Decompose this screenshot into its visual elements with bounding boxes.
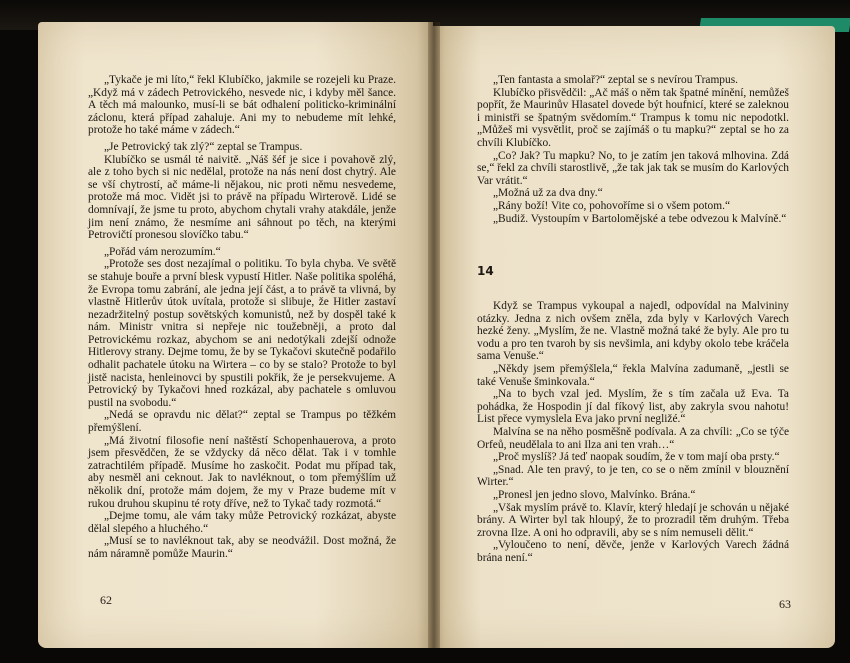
right-page: [433, 26, 835, 648]
paragraph: „Pořád vám nerozumím.“: [104, 245, 221, 258]
left-page: [38, 22, 433, 648]
chapter-number: 14: [477, 264, 494, 278]
paragraph: „Budiž. Vystoupím v Bartolomějské a tebe odvezou k Malvíně.“: [493, 212, 787, 225]
paragraph: „Na to bych vzal jed. Myslím, že s tím začala už Eva. Ta pohádka, že Hospodin jí dal fíkový list, aby zakryla svou nahotu! List přece vymyslela Eva jako první negližé.“: [477, 388, 789, 426]
right-page-chapter-text: [477, 300, 789, 564]
paragraph: „Někdy jsem přemýšlela,“ řekla Malvína zadumaně, „jestli se také Venuše šminkovala.“: [477, 362, 789, 388]
left-page-text: [88, 74, 396, 561]
paragraph: „Musí se to navléknout tak, aby se neodvážil. Dost možná, že nám náramně pomůže Maurin.“: [88, 535, 396, 560]
paragraph: „Rány boží! Vite co, pohovoříme si o všem potom.“: [493, 199, 731, 212]
page-number: 62: [100, 593, 112, 607]
paragraph: „Pronesl jen jedno slovo, Malvínko. Brána.“: [493, 488, 696, 501]
paragraph: „Však myslím právě to. Klavír, který hledají je schován u nějaké brány. A Wirter byl tak hloupý, že to prozradil těm druhým. Třeba zrovna Ilze. A oni ho odpravili, aby se s ním nemuseli dělit.“: [477, 501, 789, 539]
paragraph: „Možná už za dva dny.“: [493, 187, 603, 200]
page-number: 63: [779, 597, 791, 611]
paragraph: „Co? Jak? Tu mapku? No, to je zatím jen taková mlhovina. Zdá se,“ řekl za chvíli starostlivě, „že tak jak tak se musím do Karlových Var vrátit.“: [477, 149, 789, 187]
book-gutter: [428, 22, 440, 648]
paragraph: „Je Petrovický tak zlý?“ zeptal se Trampus.: [104, 140, 303, 153]
paragraph: Klubíčko se usmál té naivitě. „Náš šéf je sice i povahově zlý, ale z toho bych si nic nedělal, protože na nás není dost chytrý. Ale se vší chytrostí, ač máme-li nějakou, nic proti němu nesvedeme, protože má moc. Vidět jsi to právě na případu Wirterově. Lidé se domnívají, že jsme tu proto, abychom chytali vrahy atakdále, jenže jim není známo, že nesmíme ani sáhnout po těch, na kterými Petrovičtí pronesou slovíčko tabu.“: [88, 153, 396, 242]
right-page-top-text: [477, 74, 789, 225]
paragraph: „Ten fantasta a smolař?“ zeptal se s nevírou Trampus.: [493, 74, 738, 86]
paragraph: „Snad. Ale ten pravý, to je ten, co se o něm zmínil v blouznění Wirter.“: [477, 463, 789, 489]
paragraph: „Protože ses dost nezajímal o politiku. To byla chyba. Ve světě se stahuje bouře a první blesk vypustí Hitler. Naše politika spoléhá, že Evropa tomu zabrání, ale jedna její část, a to právě ta vlivná, by vlastně Hitlerův útok uvítala, protože si slibuje, že Hitler zastaví nezadržitelný postup sovětských komunistů, než by dospěl také k nám. Ministr vnitra si nepřeje nic toužebněji, a proto dal Petrovickému rozkaz, abychom se ani nedotýkali zdejší odnože Hitlerovy strany. Dejme tomu, že by se Tykačovi skutečně podařilo odhalit pachatele útoku na Wirtera – co by se stalo? Protože to byl jistě nacista, henleinovci by spustili pokřik, že je persekvujeme. A Petrovický by Tykačovi hned rozkázal, aby pachatele s omluvou pustil na svobodu.“: [88, 258, 396, 409]
paragraph: „Proč myslíš? Já teď naopak soudím, že v tom mají oba prsty.“: [493, 451, 780, 464]
paragraph: „Dejme tomu, ale vám taky může Petrovický rozkázat, abyste dělal slepého a hluchého.“: [88, 510, 396, 535]
paragraph: „Má životní filosofie není naštěstí Schopenhauerova, a proto jsem přesvědčen, že se vždycky dá něco dělat. Tak i v tomhle zatrachtilém případě. Musíme ho zaskočit. Podat mu případ tak, aby nesměl ani ceknout. Jak to navléknout, o tom přemýšlím už několik dní, protože mám dojem, že my v Praze budeme mít v rukou druhou skupinu té roty dříve, než to Tykač tady rozmotá.“: [88, 434, 396, 510]
paragraph: „Nedá se opravdu nic dělat?“ zeptal se Trampus po těžkém přemýšlení.: [88, 409, 396, 435]
paragraph: Když se Trampus vykoupal a najedl, odpovídal na Malvininy otázky. Jedna z nich ovšem zněla, zda byly v Karlových Varech hezké ženy. „Myslím, že ne. Vlastně možná také že byly. Ale pro tu vodu a pro ten tvaroh by sis nevšimla, ani kdyby okolo tebe kráčela sama Venuše.“: [477, 300, 789, 363]
paragraph: „Tykače je mi líto,“ řekl Klubíčko, jakmile se rozejeli ku Praze. „Když má v zádech Petrovického, nesvede nic, i kdyby měl šance. A těch má malounko, musí-li se bát odhalení politicko-kriminální záclonu, která případ zahaluje. Ani my to nebudeme mít lehké, protože ho také máme v zádech.“: [88, 74, 396, 137]
paragraph: „Vyloučeno to není, děvče, jenže v Karlových Varech žádná brána není.“: [477, 539, 789, 564]
paragraph: Klubíčko přisvědčil: „Ač máš o něm tak špatné mínění, nemůžeš popřít, že Maurinův Hlasatel dovede být houfnicí, které se zaleknou i ministři se špatným svědomím.“ Trampus k tomu nic nepodotkl. „Můžeš mi vysvětlit, proč se zajímáš o tu mapku?“ zeptal se ho za chvíli Klubíčko.: [477, 86, 789, 149]
paragraph: Malvína se na něho posměšně podívala. A za chvíli: „Co se týče Orfeů, neudělala to ani Ilza ani ten vrah…“: [477, 425, 789, 451]
